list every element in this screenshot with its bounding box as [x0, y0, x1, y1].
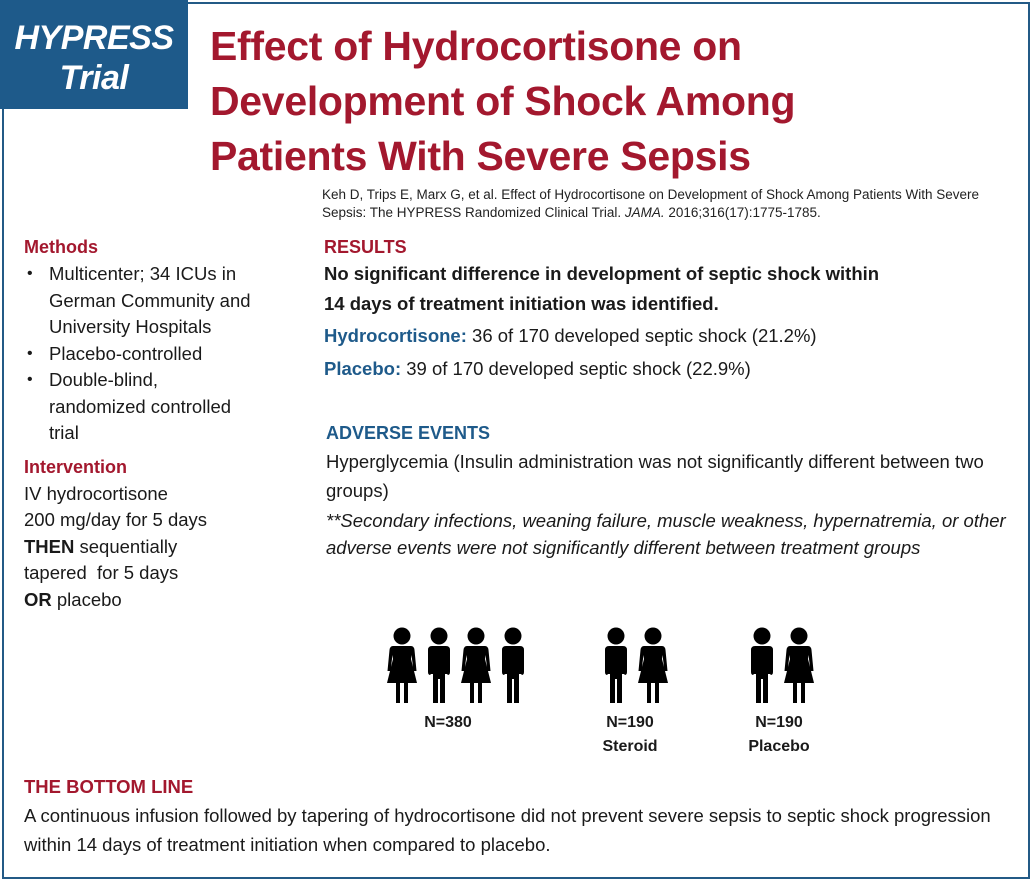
intervention-heading: Intervention — [24, 456, 128, 477]
group-placebo-figures — [746, 627, 821, 707]
people-figures — [600, 627, 674, 705]
adverse-events-section — [326, 420, 1006, 561]
then-word: THEN — [24, 535, 75, 557]
male-person-icon — [428, 628, 450, 704]
methods-list — [24, 261, 254, 447]
left-column — [24, 235, 254, 613]
male-person-icon — [502, 628, 524, 704]
group-count: N=190 — [606, 714, 654, 731]
bottom-line-text: A continuous infusion followed by tapering of hydrocortisone did not prevent severe sepsis to septic shock progression within 14 days of treatment initiation when compared to placebo. — [24, 805, 991, 855]
intervention-line-rest: sequentially — [74, 535, 178, 557]
intervention-text — [24, 481, 254, 614]
finding-line: 14 days of treatment initiation was identified. — [324, 293, 719, 314]
people-figures — [386, 627, 534, 705]
methods-item: • Double-blind, randomized controlled trial — [24, 367, 254, 447]
intervention-line-rest: placebo — [51, 588, 122, 610]
intervention-line — [24, 534, 254, 561]
placebo-result — [324, 352, 1004, 385]
group-count: N=190 — [755, 714, 803, 731]
hydrocortisone-value: 36 of 170 developed septic shock (21.2%) — [466, 325, 817, 346]
bottom-line-section — [24, 775, 1004, 859]
placebo-value: 39 of 170 developed septic shock (22.9%) — [401, 358, 751, 379]
group-steroid-label — [570, 711, 690, 759]
trial-badge — [0, 0, 188, 109]
group-placebo-label — [719, 711, 839, 759]
results-heading: RESULTS — [324, 237, 407, 257]
citation-text: Keh D, Trips E, Marx G, et al. Effect of Hydrocortisone on Development of Shock Among Patients With Severe Sepsis: The HYPRESS Randomized Clinical Trial. — [322, 187, 980, 220]
intervention-line — [24, 587, 254, 614]
badge-line2: Trial — [59, 59, 129, 97]
group-total-figures — [386, 627, 531, 707]
female-person-icon — [784, 628, 814, 704]
hydrocortisone-result — [324, 319, 1004, 352]
methods-heading: Methods — [24, 237, 98, 257]
citation-journal: JAMA. — [624, 205, 665, 220]
or-word: OR — [24, 588, 52, 610]
methods-item: • Placebo-controlled — [24, 341, 254, 368]
group-count: N=380 — [424, 714, 472, 731]
intervention-line: 200 mg/day for 5 days — [24, 509, 208, 530]
group-name: Placebo — [748, 738, 810, 755]
finding-line: No significant difference in development of septic shock within — [324, 263, 880, 284]
page-title: Effect of Hydrocortisone on Development of Shock Among Patients With Severe Sepsis — [210, 23, 796, 179]
results-section — [324, 235, 1004, 385]
methods-item: • Multicenter; 34 ICUs in German Community and University Hospitals — [24, 261, 254, 341]
people-figures — [746, 627, 820, 705]
citation — [322, 186, 1002, 222]
intervention-line: tapered for 5 days — [24, 562, 179, 583]
female-person-icon — [638, 628, 668, 704]
results-finding — [324, 259, 1004, 319]
hydrocortisone-label: Hydrocortisone: — [324, 325, 467, 346]
adverse-events-text: Hyperglycemia (Insulin administration was not significantly different between two groups) — [326, 451, 984, 501]
badge-line1: HYPRESS — [14, 19, 174, 57]
female-person-icon — [387, 628, 417, 704]
bottom-line-heading: THE BOTTOM LINE — [24, 776, 194, 797]
adverse-events-heading: ADVERSE EVENTS — [326, 423, 491, 443]
male-person-icon — [751, 628, 773, 704]
citation-details: 2016;316(17):1775-1785. — [664, 205, 821, 220]
male-person-icon — [605, 628, 627, 704]
group-name: Steroid — [602, 738, 658, 755]
intervention-line: IV hydrocortisone — [24, 482, 168, 504]
female-person-icon — [461, 628, 491, 704]
group-total-label — [388, 711, 508, 735]
group-steroid-figures — [600, 627, 675, 707]
placebo-label: Placebo: — [324, 358, 402, 379]
adverse-events-note: **Secondary infections, weaning failure, muscle weakness, hypernatremia, or other adverse events were not significantly different between treatment groups — [326, 510, 1006, 558]
